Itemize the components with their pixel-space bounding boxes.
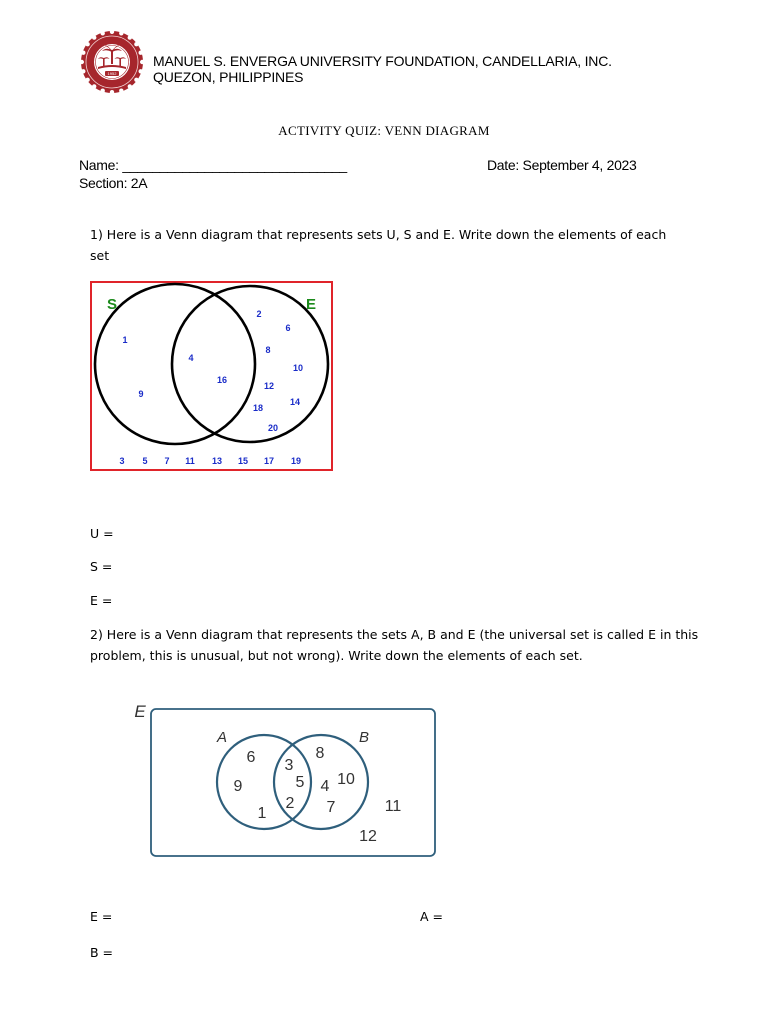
venn2-universal-border xyxy=(151,709,435,856)
question-1-text xyxy=(90,224,666,266)
answer-u: U = xyxy=(90,526,114,541)
venn2-element: 10 xyxy=(337,771,355,788)
venn2-element: 8 xyxy=(315,745,325,762)
venn1-element: 5 xyxy=(142,456,148,466)
venn1-element: 16 xyxy=(216,375,228,385)
venn1-element: 4 xyxy=(188,353,194,363)
venn1-label-e: E xyxy=(305,296,317,313)
venn1-element: 14 xyxy=(289,397,301,407)
venn2-element: 5 xyxy=(295,774,305,791)
svg-text:1952: 1952 xyxy=(107,71,117,77)
venn1-element: 15 xyxy=(237,456,249,466)
answer-e: E = xyxy=(90,593,113,608)
venn1-element: 1 xyxy=(122,335,128,345)
venn-diagram-2 xyxy=(130,695,445,865)
venn1-element: 3 xyxy=(119,456,125,466)
venn1-element: 12 xyxy=(263,381,275,391)
university-seal-logo xyxy=(80,30,144,94)
venn2-element: 6 xyxy=(246,749,256,766)
venn2-element: 1 xyxy=(257,805,267,822)
venn2-element: 7 xyxy=(326,799,336,816)
venn1-element: 17 xyxy=(263,456,275,466)
venn2-universal-label: E xyxy=(134,702,146,721)
venn1-element: 20 xyxy=(267,423,279,433)
venn1-element: 10 xyxy=(292,363,304,373)
question-2-line-2: problem, this is unusual, but not wrong). Write down the elements of each set. xyxy=(90,648,583,663)
venn2-element: 12 xyxy=(359,828,377,845)
venn1-circle-e xyxy=(172,286,328,442)
question-1-line-2: set xyxy=(90,248,110,263)
university-name: MANUEL S. ENVERGA UNIVERSITY FOUNDATION, CANDELLARIA, INC. xyxy=(153,53,612,69)
page-title: ACTIVITY QUIZ: VENN DIAGRAM xyxy=(278,123,490,138)
question-2-line-1: 2) Here is a Venn diagram that represents the sets A, B and E (the universal set is called E in this xyxy=(90,627,699,642)
venn2-element: 4 xyxy=(320,778,330,795)
venn2-element: 9 xyxy=(233,778,243,795)
venn2-label-b: B xyxy=(358,729,370,746)
venn2-element: 3 xyxy=(284,757,294,774)
university-header xyxy=(153,53,612,85)
venn1-element: 11 xyxy=(185,456,195,466)
answer-s: S = xyxy=(90,559,113,574)
name-field: Name: ______________________________ xyxy=(79,157,347,173)
venn1-element: 18 xyxy=(252,403,264,413)
venn1-element: 19 xyxy=(290,456,302,466)
question-2-text xyxy=(90,624,698,666)
university-location: QUEZON, PHILIPPINES xyxy=(153,69,304,85)
answer-2-b: B = xyxy=(90,945,114,960)
answer-2-e: E = xyxy=(90,909,113,924)
venn2-label-a: A xyxy=(216,729,228,746)
venn2-element: 11 xyxy=(384,798,402,815)
venn1-element: 13 xyxy=(211,456,223,466)
answer-2-a: A = xyxy=(420,909,443,924)
venn1-circle-s xyxy=(95,284,255,444)
question-1-line-1: 1) Here is a Venn diagram that represents sets U, S and E. Write down the elements of each xyxy=(90,227,667,242)
venn1-element: 8 xyxy=(265,345,271,355)
date-field: Date: September 4, 2023 xyxy=(487,157,637,173)
venn1-element: 6 xyxy=(285,323,291,333)
venn1-element: 2 xyxy=(256,309,262,319)
venn1-label-s: S xyxy=(106,296,118,313)
venn1-element: 9 xyxy=(138,389,144,399)
venn1-universal-border xyxy=(91,282,332,470)
venn-diagram-1 xyxy=(85,278,340,478)
venn2-element: 2 xyxy=(285,795,295,812)
venn1-element: 7 xyxy=(164,456,170,466)
section-field: Section: 2A xyxy=(79,175,148,191)
